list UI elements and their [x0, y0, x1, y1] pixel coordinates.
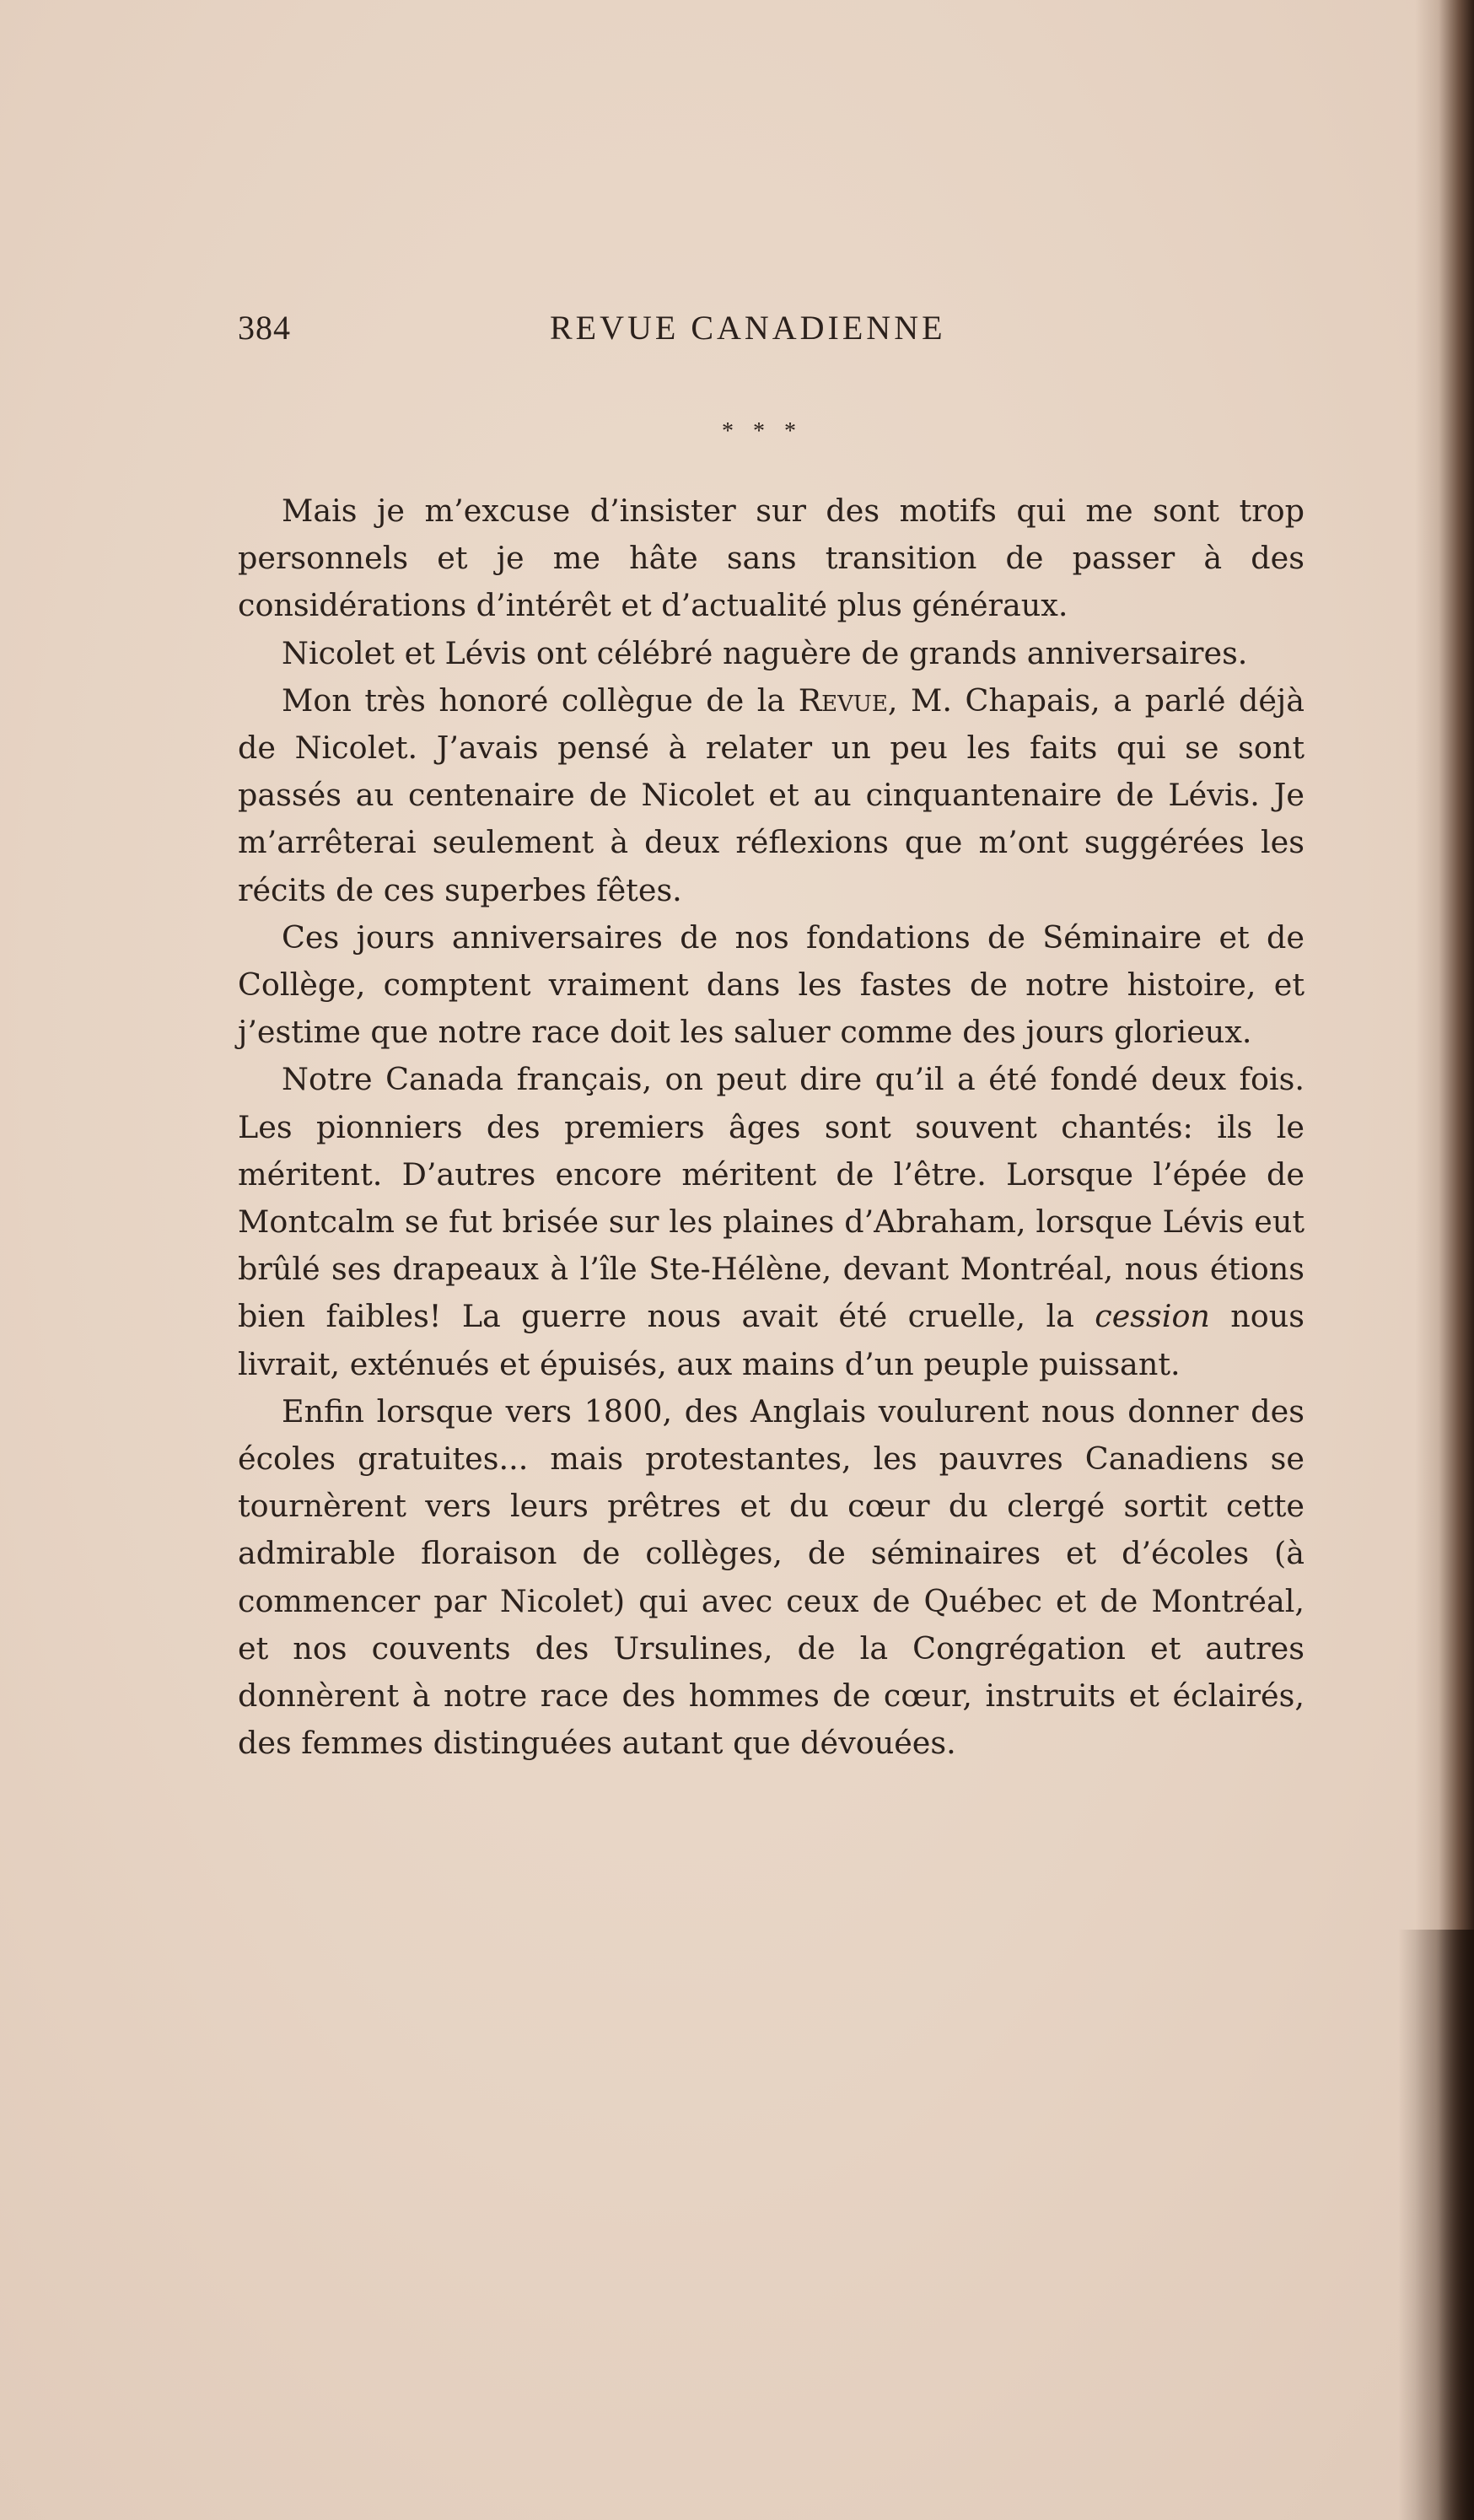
page-binding-shadow-bottom [1398, 1930, 1474, 2520]
italic-term: cession [1095, 1298, 1210, 1335]
running-head [238, 308, 1275, 358]
paragraph [238, 1056, 1305, 1387]
article-body [238, 487, 1305, 1767]
section-break-asterisks: * * * [722, 418, 803, 444]
paragraph [238, 677, 1305, 914]
paragraph: Ces jours anniversaires de nos fondations de Séminaire et de Collège, comptent vraiment dans les fastes de notre histoire, et j’estime que notre race doit les saluer comme des jours glorieux. [238, 918, 1305, 1051]
page-number: 384 [238, 309, 291, 347]
paragraph-text: Notre Canada français, on peut dire qu’il a été fondé deux fois. Les pionniers des premiers âges sont souvent chantés: ils le méritent. D’autres encore méritent de l’être. Lorsque l’épée de Montcalm se fut brisée sur les plaines d’Abraham, lorsque Lévis eut brûlé ses drapeaux à l’île Ste-Hélène, devant Montréal, nous étions bien faibles! La guerre nous avait été cruelle, la [238, 1061, 1305, 1335]
paragraph: Nicolet et Lévis ont célébré naguère de grands anniversaires. [282, 634, 1248, 671]
paragraph-text: Mon très honoré collègue de la [282, 681, 799, 719]
paragraph-text: , M. Chapais, a parlé déjà de Nicolet. J’avais pensé à relater un peu les faits qui se sont passés au centenaire de Nicolet et au cinquantenaire de Lévis. Je m’arrêterai seulement à deux réflexions que m’ont suggérées les récits de ces superbes fêtes. [238, 681, 1305, 908]
paragraph: Mais je m’excuse d’insister sur des motifs qui me sont trop personnels et je me hâte sans transition de passer à des considérations d’intérêt et d’actualité plus généraux. [238, 493, 1305, 624]
paragraph: Enfin lorsque vers 1800, des Anglais voulurent nous donner des écoles gratuites... mais protestantes, les pauvres Canadiens se tournèrent vers leurs prêtres et du cœur du clergé sortit cette admirable floraison de collèges, de séminaires et d’écoles (à commencer par Nicolet) qui avec ceux de Québec et de Montréal, et nos couvents des Ursulines, de la Congrégation et autres donnèrent à notre race des hommes de cœur, instruits et éclairés, des femmes distinguées autant que dévouées. [238, 1392, 1305, 1762]
journal-title: REVUE CANADIENNE [550, 309, 946, 347]
journal-name-smallcaps: Revue [798, 681, 888, 719]
paragraph-text: nous livrait, exténués et épuisés, aux mains d’un peuple puissant. [238, 1298, 1305, 1382]
